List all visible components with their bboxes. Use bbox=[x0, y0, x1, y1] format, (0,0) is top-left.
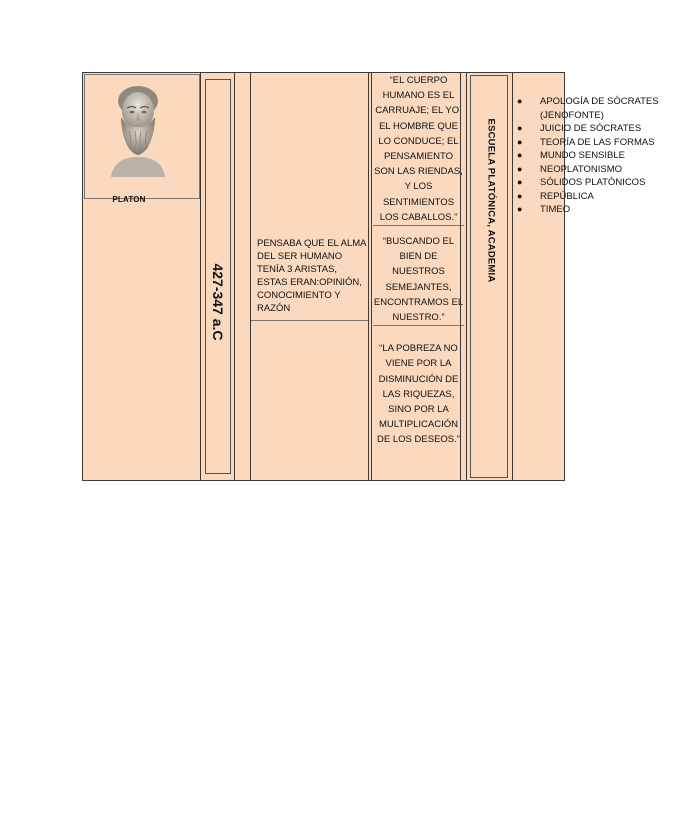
column-divider bbox=[460, 73, 461, 480]
philosopher-name: PLATON bbox=[112, 195, 146, 204]
dates-cell bbox=[201, 73, 235, 480]
soul-description: PENSABA QUE EL ALMA DEL SER HUMANO TENÍA 3 ARISTAS, ESTAS ERAN:OPINIÓN, CONOCIMIENTO Y RAZÓN bbox=[257, 238, 366, 314]
bullet-icon: ● bbox=[517, 96, 523, 106]
bullet-icon: ● bbox=[517, 136, 523, 147]
description-underline bbox=[251, 320, 368, 321]
list-item: ● SÓLIDOS PLATÓNICOS bbox=[517, 177, 646, 188]
bullet-icon: ● bbox=[517, 204, 523, 214]
list-item: ● TIMEO bbox=[517, 204, 571, 215]
portrait-cell bbox=[83, 73, 201, 480]
list-item: ● MUNDO SENSIBLE bbox=[517, 150, 625, 161]
bullet-icon: ● bbox=[517, 190, 523, 201]
works-list bbox=[517, 95, 680, 217]
school-cell bbox=[466, 73, 512, 480]
quote-chariot: “EL CUERPO HUMANO ES EL CARRUAJE; EL YO, EL HOMBRE QUE LO CONDUCE; EL PENSAMIENTO SON LAS RIENDAS, Y LOS SENTIMIENTOS LOS CABALLOS.” bbox=[374, 75, 463, 223]
quote-poverty: “LA POBREZA NO VIENE POR LA DISMINUCIÓN DE LAS RIQUEZAS, SINO POR LA MULTIPLICACIÓN DE LOS DESEOS.” bbox=[377, 343, 460, 446]
plato-bust-image bbox=[105, 81, 171, 177]
column-divider bbox=[234, 73, 235, 480]
portrait-frame bbox=[84, 74, 200, 204]
column-divider bbox=[512, 73, 513, 480]
quotes-list bbox=[371, 73, 466, 448]
bullet-icon: ● bbox=[517, 163, 523, 174]
list-item: ● APOLOGÍA DE SÓCRATES (JENOFONTE) bbox=[517, 96, 659, 121]
list-item: ● JUICIO DE SÓCRATES bbox=[517, 123, 642, 134]
list-item: ● TEORÍA DE LAS FORMAS bbox=[517, 136, 655, 148]
quotes-cell bbox=[371, 73, 466, 480]
quote-divider bbox=[373, 325, 464, 326]
quote-seeking-good: “BUSCANDO EL BIEN DE NUESTROS SEMEJANTES, ENCONTRAMOS EL NUESTRO.” bbox=[373, 236, 464, 324]
bullet-icon: ● bbox=[517, 150, 523, 160]
quote-divider bbox=[373, 225, 464, 226]
column-divider bbox=[368, 73, 369, 480]
list-item: ● NEOPLATONISMO bbox=[517, 163, 622, 175]
philosopher-table bbox=[82, 72, 565, 481]
description-cell bbox=[251, 73, 368, 480]
list-item: ● REPÚBLICA bbox=[517, 190, 594, 202]
dates-text: 427-347 a.C bbox=[210, 263, 226, 341]
school-text: ESCUELA PLATÓNICA, ACADEMIA bbox=[485, 118, 497, 283]
bullet-icon: ● bbox=[517, 123, 523, 133]
bullet-icon: ● bbox=[517, 177, 523, 187]
